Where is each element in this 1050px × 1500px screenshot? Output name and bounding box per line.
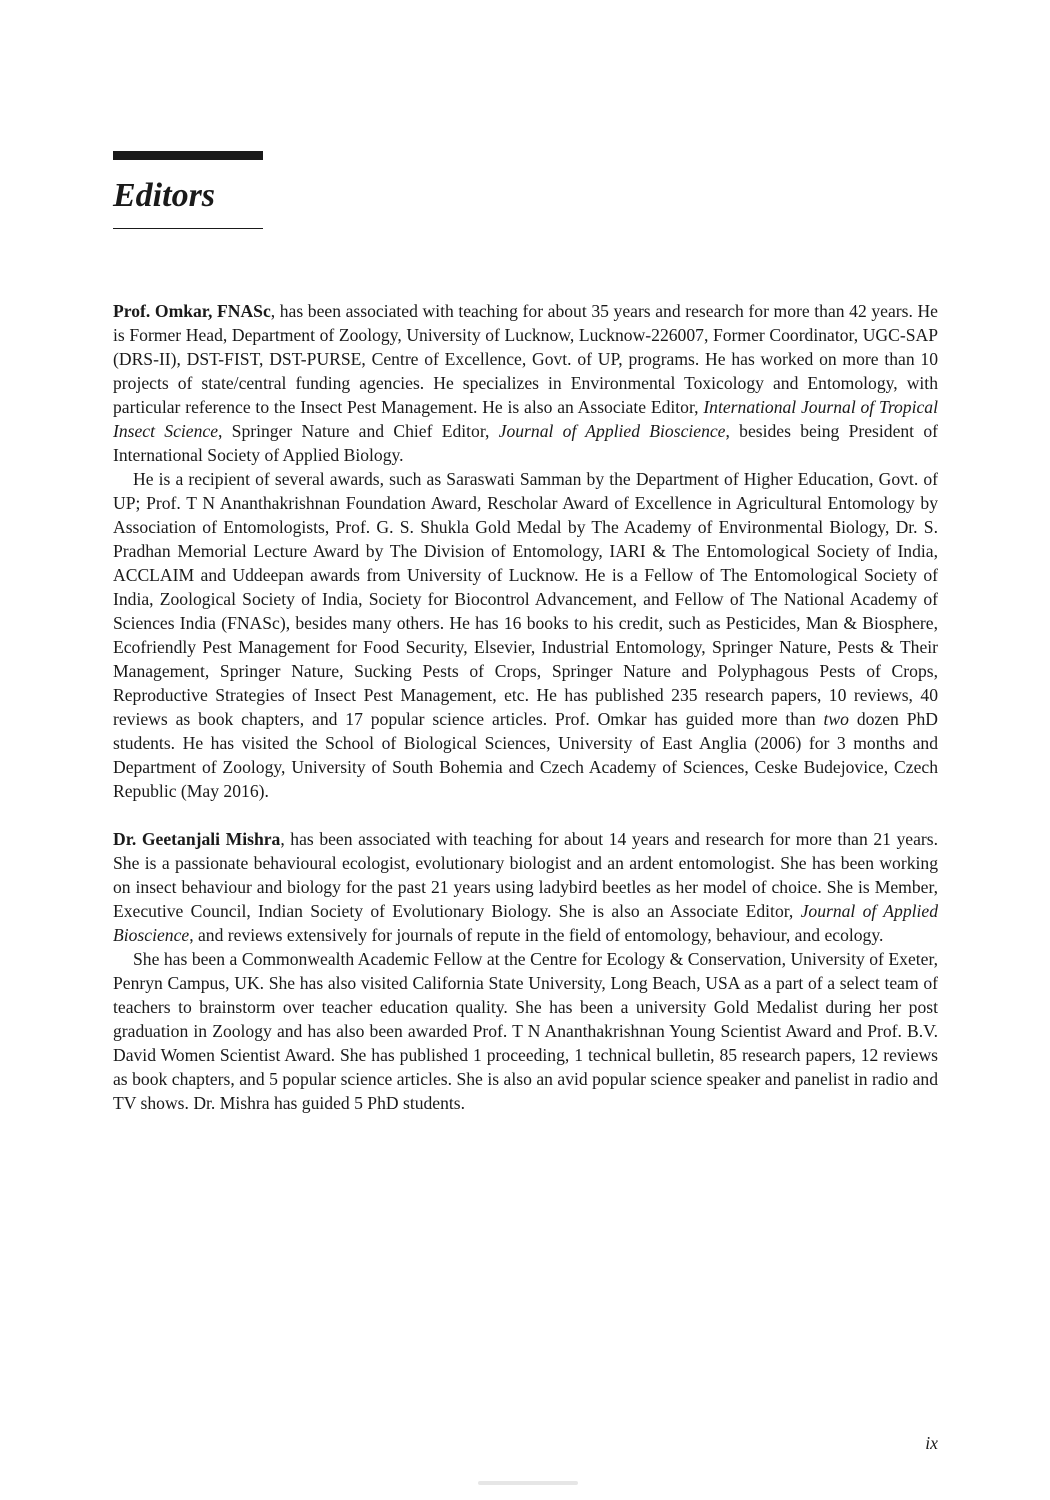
omkar-bio-paragraph-1: Prof. Omkar, FNASc, has been associated with teaching for about 35 years and research for more than 42 years. He is Former Head, Department of Zoology, University of Lucknow, Lucknow-226007, Former Coordinator, UGC-SAP (DRS-II), DST-FIST, DST-PURSE, Centre of Excellence, Govt. of UP, programs. He has worked on more than 10 projects of state/central funding agencies. He specializes in Environmental Toxicology and Entomology, with particular reference to the Insect Pest Management. He is also an Associate Editor, International Journal of Tropical Insect Science, Springer Nature and Chief Editor, Journal of Applied Bioscience, besides being President of International Society of Applied Biology. xyxy=(113,301,938,465)
mishra-bio-paragraph-1: Dr. Geetanjali Mishra, has been associated with teaching for about 14 years and research for more than 21 years. She is a passionate behavioural ecologist, evolutionary biologist and an ardent entomologist. She has been working on insect behaviour and biology for the past 21 years using ladybird beetles as her model of choice. She is Member, Executive Council, Indian Society of Evolutionary Biology. She is also an Associate Editor, Journal of Applied Bioscience, and reviews extensively for journals of repute in the field of entomology, behaviour, and ecology. xyxy=(113,829,938,945)
paragraph-gap xyxy=(113,803,938,827)
heading-top-bar xyxy=(113,151,263,160)
editor-name-omkar: Prof. Omkar, FNASc xyxy=(113,301,271,321)
section-heading-block xyxy=(113,151,263,229)
omkar-bio-paragraph-2: He is a recipient of several awards, such as Saraswati Samman by the Department of Higher Education, Govt. of UP; Prof. T N Ananthakrishnan Foundation Award, Rescholar Award of Excellence in Agricultural Entomology by Association of Entomologists, Prof. G. S. Shukla Gold Medal by The Academy of Environmental Biology, Dr. S. Pradhan Memorial Lecture Award by The Division of Entomology, IARI & The Entomological Society of India, ACCLAIM and Uddeepan awards from University of Lucknow. He is a Fellow of The Entomological Society of India, Zoological Society of India, Society for Biocontrol Advancement, and Fellow of The National Academy of Sciences India (FNASc), besides many others. He has 16 books to his credit, such as Pesticides, Man & Biosphere, Ecofriendly Pest Management for Food Security, Elsevier, Industrial Entomology, Springer Nature, Pests & Their Management, Springer Nature, Sucking Pests of Crops, Springer Nature and Polyphagous Pests of Crops, Reproductive Strategies of Insect Pest Management, etc. He has published 235 research papers, 10 reviews, 40 reviews as book chapters, and 17 popular science articles. Prof. Omkar has guided more than two dozen PhD students. He has visited the School of Biological Sciences, University of East Anglia (2006) for 3 months and Department of Zoology, University of South Bohemia and Czech Academy of Sciences, Ceske Budejovice, Czech Republic (May 2016). xyxy=(113,469,938,801)
mishra-bio-paragraph-2: She has been a Commonwealth Academic Fellow at the Centre for Ecology & Conservation, University of Exeter, Penryn Campus, UK. She has also visited California State University, Long Beach, USA as a part of a select team of teachers to brainstorm over teacher education quality. She has been a university Gold Medalist during her post graduation in Zoology and has also been awarded Prof. T N Ananthakrishnan Young Scientist Award and Prof. B.V. David Women Scientist Award. She has published 1 proceeding, 1 technical bulletin, 85 research papers, 12 reviews as book chapters, and 5 popular science articles. She is also an avid popular science speaker and panelist in radio and TV shows. Dr. Mishra has guided 5 PhD students. xyxy=(113,949,938,1113)
page-title: Editors xyxy=(113,177,216,214)
editors-content xyxy=(113,299,938,1115)
page-number: ix xyxy=(925,1433,938,1453)
heading-underline xyxy=(113,228,263,229)
editor-name-mishra: Dr. Geetanjali Mishra xyxy=(113,829,281,849)
watermark-logo xyxy=(478,1476,578,1490)
